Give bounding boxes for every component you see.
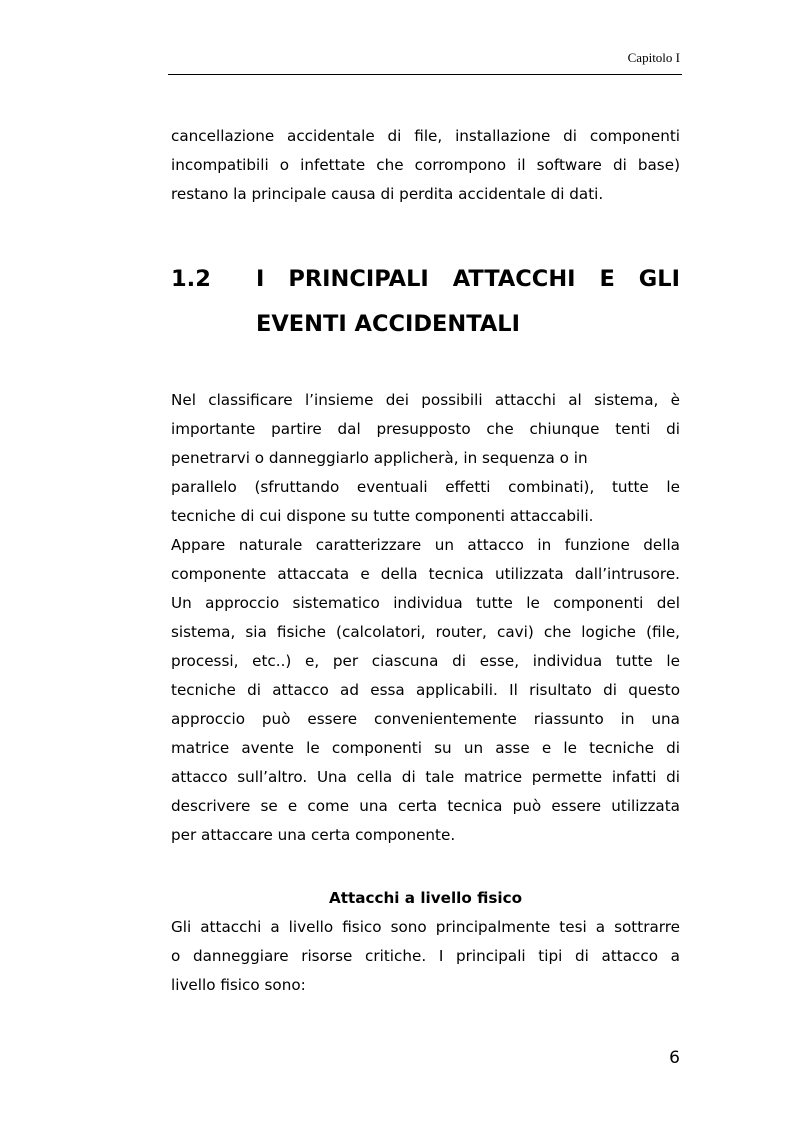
paragraph-line: Nel classificare l’insieme dei possibili attacchi al sistema, è <box>171 391 680 409</box>
paragraph-line: o danneggiare risorse critiche. I principali tipi di attacco a <box>171 947 680 965</box>
paragraph-line: matrice avente le componenti su un asse e le tecniche di <box>171 739 680 757</box>
section-title-line: EVENTI ACCIDENTALI <box>256 311 520 337</box>
paragraph-line: componente attaccata e della tecnica utilizzata dall’intrusore. <box>171 565 680 583</box>
paragraph-line: Gli attacchi a livello fisico sono principalmente tesi a sottrarre <box>171 918 680 936</box>
paragraph-line: Un approccio sistematico individua tutte le componenti del <box>171 594 680 612</box>
section-number: 1.2 <box>171 266 211 292</box>
paragraph-line: sistema, sia fisiche (calcolatori, router, cavi) che logiche (file, <box>171 623 680 641</box>
paragraph-line: approccio può essere convenientemente riassunto in una <box>171 710 680 728</box>
paragraph-line: tecniche di cui dispone su tutte componenti attaccabili. <box>171 507 594 525</box>
paragraph-line: cancellazione accidentale di file, installazione di componenti <box>171 127 680 145</box>
paragraph-line: parallelo (sfruttando eventuali effetti combinati), tutte le <box>171 478 680 496</box>
header-rule <box>168 74 682 75</box>
subsection-title: Attacchi a livello fisico <box>328 889 523 907</box>
paragraph-line: per attaccare una certa componente. <box>171 826 456 844</box>
paragraph-line: descrivere se e come una certa tecnica può essere utilizzata <box>171 797 680 815</box>
paragraph-line: processi, etc..) e, per ciascuna di esse, individua tutte le <box>171 652 680 670</box>
paragraph-line: importante partire dal presupposto che chiunque tenti di <box>171 420 680 438</box>
page-number: 6 <box>669 1048 680 1068</box>
running-header-chapter: Capitolo I <box>627 50 680 65</box>
paragraph-line: incompatibili o infettate che corrompono il software di base) <box>171 156 680 174</box>
paragraph-line: penetrarvi o danneggiarlo applicherà, in sequenza o in <box>171 449 588 467</box>
paragraph-line: tecniche di attacco ad essa applicabili. Il risultato di questo <box>171 681 680 699</box>
paragraph-line: Appare naturale caratterizzare un attacco in funzione della <box>171 536 680 554</box>
paragraph-line: livello fisico sono: <box>171 976 306 994</box>
section-title-line: I PRINCIPALI ATTACCHI E GLI <box>256 266 680 292</box>
paragraph-line: restano la principale causa di perdita accidentale di dati. <box>171 185 604 203</box>
paragraph-line: attacco sull’altro. Una cella di tale matrice permette infatti di <box>171 768 680 786</box>
